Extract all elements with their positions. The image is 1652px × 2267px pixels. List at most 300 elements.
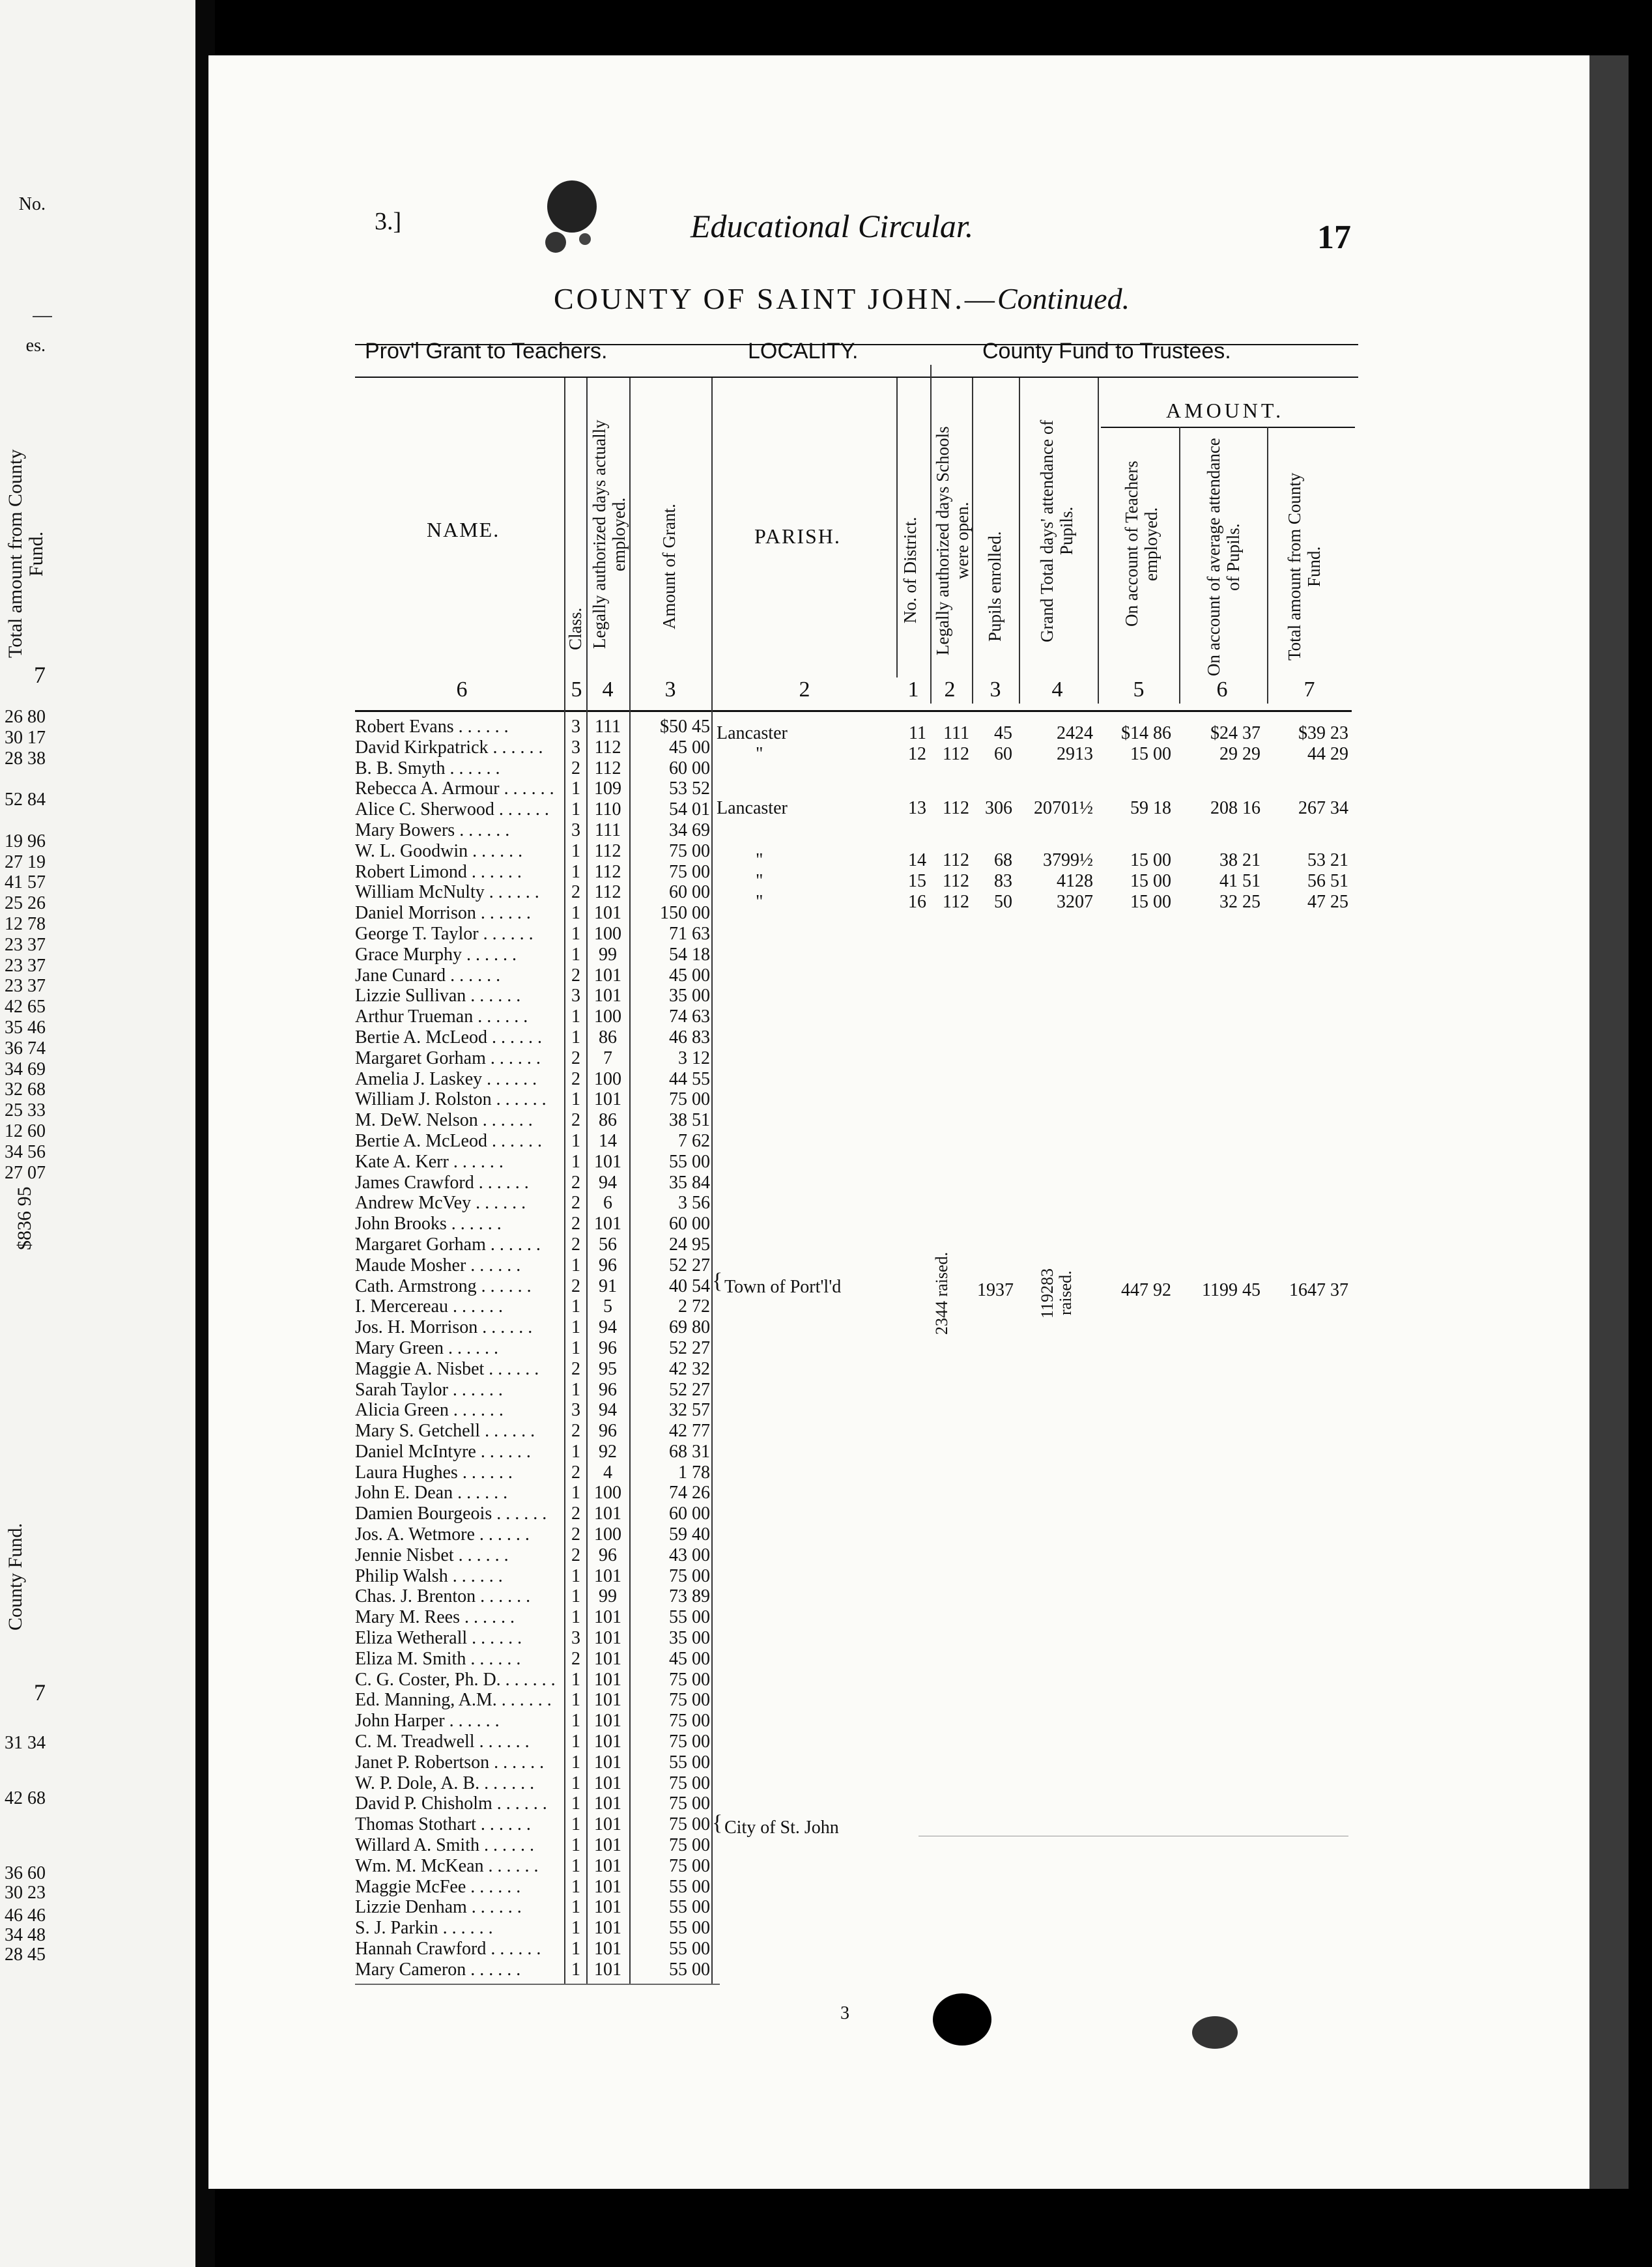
col-num: 6 xyxy=(456,677,468,702)
teacher-cls: 2 xyxy=(571,1462,580,1483)
adjacent-page-strip xyxy=(0,0,202,2267)
col-line xyxy=(1267,427,1268,704)
locality-days: 111 xyxy=(943,723,969,743)
locality-pupils: 60 xyxy=(994,744,1012,764)
teacher-days: 100 xyxy=(594,1524,621,1545)
teacher-grant: 46 83 xyxy=(669,1027,710,1048)
teacher-grant: 55 00 xyxy=(669,1607,710,1628)
teacher-name: Jennie Nisbet . . . . . . xyxy=(355,1545,509,1565)
locality-grand: 4128 xyxy=(1057,871,1093,891)
teacher-name: Alicia Green . . . . . . xyxy=(355,1400,504,1421)
teacher-days: 111 xyxy=(595,820,621,840)
teacher-grant: 60 00 xyxy=(669,1214,710,1234)
locality-total: 53 21 xyxy=(1307,850,1348,870)
teacher-name: Lizzie Sullivan . . . . . . xyxy=(355,986,521,1006)
teacher-cls: 3 xyxy=(571,986,580,1006)
teacher-grant: 75 00 xyxy=(669,1089,710,1110)
teacher-grant: 35 84 xyxy=(669,1172,710,1193)
teacher-grant: 42 77 xyxy=(669,1421,710,1442)
teacher-days: 99 xyxy=(599,944,617,965)
teacher-name: Maude Mosher . . . . . . xyxy=(355,1255,521,1276)
teacher-name: Robert Evans . . . . . . xyxy=(355,717,509,737)
teacher-cls: 3 xyxy=(571,1628,580,1649)
teacher-classes xyxy=(565,717,586,1980)
teacher-grant: 55 00 xyxy=(669,1959,710,1980)
teacher-days: 100 xyxy=(594,1068,621,1089)
locality-district: 16 xyxy=(908,892,926,912)
locality-average: 29 29 xyxy=(1219,744,1260,764)
locality-parish: " xyxy=(756,871,763,891)
strip-value: 46 46 xyxy=(5,1905,46,1926)
teacher-days: 95 xyxy=(599,1358,617,1379)
page-ref: 3.] xyxy=(375,208,402,235)
teacher-grant: 60 00 xyxy=(669,1504,710,1524)
teacher-name: Robert Limond . . . . . . xyxy=(355,861,522,882)
teacher-cls: 1 xyxy=(571,1006,580,1027)
teacher-cls: 2 xyxy=(571,758,580,778)
teacher-cls: 2 xyxy=(571,1193,580,1214)
teacher-name: Mary S. Getchell . . . . . . xyxy=(355,1421,535,1442)
strip-es-label: es. xyxy=(25,335,46,356)
rule-bottom xyxy=(355,1984,720,1985)
teacher-cls: 2 xyxy=(571,1358,580,1379)
portland-total: 1647 37 xyxy=(1289,1280,1348,1300)
col-num: 7 xyxy=(1303,677,1315,702)
teacher-cls: 1 xyxy=(571,903,580,924)
portland-pupils: 1937 xyxy=(977,1280,1014,1300)
teacher-name: Mary Bowers . . . . . . xyxy=(355,820,510,840)
teacher-name: Daniel McIntyre . . . . . . xyxy=(355,1441,531,1462)
strip-col-num-2: 7 xyxy=(34,1679,46,1705)
teacher-name: Andrew McVey . . . . . . xyxy=(355,1193,526,1214)
teacher-days: 101 xyxy=(594,1959,621,1980)
strip-value: 52 84 xyxy=(5,790,46,810)
teacher-days: 112 xyxy=(594,737,621,758)
teacher-grant: 60 00 xyxy=(669,882,710,903)
page-title: Educational Circular. xyxy=(691,208,974,244)
teacher-days: 101 xyxy=(594,1214,621,1234)
teacher-name: Philip Walsh . . . . . . xyxy=(355,1565,503,1586)
teacher-cls: 1 xyxy=(571,1565,580,1586)
locality-total: 56 51 xyxy=(1307,871,1348,891)
teacher-name: John Harper . . . . . . xyxy=(355,1711,500,1732)
teacher-name: Ed. Manning, A.M. . . . . . . xyxy=(355,1690,552,1711)
teacher-cls: 1 xyxy=(571,1483,580,1504)
strip-value: 12 78 xyxy=(5,914,46,934)
teacher-days: 101 xyxy=(594,1669,621,1690)
teacher-days: 100 xyxy=(594,1006,621,1027)
teacher-grant: 45 00 xyxy=(669,965,710,986)
locality-parish: " xyxy=(756,744,763,764)
teacher-days: 110 xyxy=(594,799,621,820)
teacher-grant: 34 69 xyxy=(669,820,710,840)
col-head-legal-days: Legally authorized days actually employed. xyxy=(590,420,629,649)
teacher-name: David Kirkpatrick . . . . . . xyxy=(355,737,543,758)
teacher-cls: 2 xyxy=(571,1504,580,1524)
teacher-name: Margaret Gorham . . . . . . xyxy=(355,1234,541,1255)
teacher-cls: 1 xyxy=(571,1607,580,1628)
teacher-name: Jos. H. Morrison . . . . . . xyxy=(355,1317,533,1338)
col-line xyxy=(711,378,713,1984)
teacher-days: 101 xyxy=(594,1793,621,1814)
teacher-name: Maggie A. Nisbet . . . . . . xyxy=(355,1358,539,1379)
teacher-cls: 1 xyxy=(571,1814,580,1835)
teacher-grant: 43 00 xyxy=(669,1545,710,1565)
parish-portland: Town of Port'l'd xyxy=(724,1277,842,1297)
portland-grand: 119283 raised. xyxy=(1038,1268,1075,1319)
teacher-days: 101 xyxy=(594,1855,621,1876)
teacher-days: 101 xyxy=(594,1648,621,1669)
teacher-grant: 55 00 xyxy=(669,1918,710,1939)
locality-days: 112 xyxy=(943,871,969,891)
teacher-name: Damien Bourgeois . . . . . . xyxy=(355,1504,547,1524)
strip-col-head-2: County Fund. xyxy=(5,1522,26,1631)
locality-teachers: $14 86 xyxy=(1121,723,1171,743)
strip-value: 27 19 xyxy=(5,851,46,872)
subtitle-continued: Continued. xyxy=(997,282,1130,315)
teacher-name: Grace Murphy . . . . . . xyxy=(355,944,517,965)
teacher-grant: 2 72 xyxy=(678,1296,710,1317)
teacher-days: 5 xyxy=(603,1296,612,1317)
teacher-cls: 1 xyxy=(571,1317,580,1338)
locality-grand: 3799½ xyxy=(1043,850,1093,870)
teacher-cls: 1 xyxy=(571,1089,580,1110)
teacher-grant: 35 00 xyxy=(669,986,710,1006)
locality-pupils: 306 xyxy=(985,798,1012,818)
locality-teachers: 15 00 xyxy=(1130,871,1171,891)
col-num: 4 xyxy=(602,677,614,702)
teacher-cls: 1 xyxy=(571,944,580,965)
locality-pupils: 83 xyxy=(994,871,1012,891)
locality-teachers: 15 00 xyxy=(1130,850,1171,870)
strip-value: 34 48 xyxy=(5,1925,46,1945)
teacher-name: Jane Cunard . . . . . . xyxy=(355,965,501,986)
strip-value: 19 96 xyxy=(5,831,46,851)
teacher-days: 101 xyxy=(594,1773,621,1793)
col-line xyxy=(896,378,898,677)
teacher-grant: 45 00 xyxy=(669,1648,710,1669)
teacher-grant: 54 18 xyxy=(669,944,710,965)
teacher-cls: 1 xyxy=(571,1130,580,1151)
col-head-days-open: Legally authorized days Schools were open. xyxy=(933,426,972,655)
teacher-cls: 2 xyxy=(571,1214,580,1234)
teacher-cls: 2 xyxy=(571,1068,580,1089)
ink-blot xyxy=(933,1993,991,2046)
teacher-grant: 150 00 xyxy=(660,903,710,924)
strip-value: 12 60 xyxy=(5,1121,46,1141)
teacher-days: 99 xyxy=(599,1586,617,1607)
teacher-days: 112 xyxy=(594,840,621,861)
teacher-grant: 55 00 xyxy=(669,1939,710,1960)
teacher-cls: 1 xyxy=(571,1793,580,1814)
ink-blot xyxy=(1192,2016,1238,2049)
teacher-grant: 75 00 xyxy=(669,861,710,882)
teacher-name: W. P. Dole, A. B. . . . . . . xyxy=(355,1773,535,1793)
col-num: 3 xyxy=(990,677,1001,702)
teacher-days: 96 xyxy=(599,1421,617,1442)
teacher-cls: 1 xyxy=(571,1876,580,1897)
teacher-days: 101 xyxy=(594,1918,621,1939)
strip-value: 32 68 xyxy=(5,1079,46,1100)
strip-value: 42 68 xyxy=(5,1788,46,1808)
teacher-name: W. L. Goodwin . . . . . . xyxy=(355,840,523,861)
group-amount: AMOUNT. xyxy=(1166,399,1285,422)
teacher-name: John E. Dean . . . . . . xyxy=(355,1483,508,1504)
teacher-cls: 1 xyxy=(571,1918,580,1939)
locality-total: 267 34 xyxy=(1298,798,1348,818)
teacher-cls: 3 xyxy=(571,1400,580,1421)
footer-mark: 3 xyxy=(840,2003,849,2023)
locality-grand: 2424 xyxy=(1057,723,1093,743)
col-head-teachers: On account of Teachers employed. xyxy=(1122,461,1161,627)
locality-teachers: 15 00 xyxy=(1130,892,1171,912)
teacher-grant: 45 00 xyxy=(669,737,710,758)
teacher-days: 86 xyxy=(599,1027,617,1048)
teacher-name: Bertie A. McLeod . . . . . . xyxy=(355,1130,542,1151)
col-line xyxy=(1019,378,1020,704)
teacher-name: Margaret Gorham . . . . . . xyxy=(355,1048,541,1068)
strip-value: 25 33 xyxy=(5,1100,46,1121)
teacher-days: 100 xyxy=(594,923,621,944)
teacher-cls: 1 xyxy=(571,1732,580,1752)
col-num: 4 xyxy=(1051,677,1063,702)
strip-value: 41 57 xyxy=(5,872,46,893)
locality-grand: 2913 xyxy=(1057,744,1093,764)
teacher-grant: 55 00 xyxy=(669,1752,710,1773)
teacher-days: 101 xyxy=(594,1565,621,1586)
teacher-grant: 75 00 xyxy=(669,1835,710,1856)
teacher-name: Rebecca A. Armour . . . . . . xyxy=(355,778,554,799)
portland-teachers: 447 92 xyxy=(1121,1280,1171,1300)
teacher-name: Mary Green . . . . . . xyxy=(355,1337,499,1358)
col-num: 6 xyxy=(1216,677,1228,702)
locality-grand: 3207 xyxy=(1057,892,1093,912)
col-head-amount-grant: Amount of Grant. xyxy=(659,504,679,630)
teacher-grant: 68 31 xyxy=(669,1441,710,1462)
teacher-days: 101 xyxy=(594,1897,621,1918)
group-locality: LOCALITY. xyxy=(748,339,859,364)
teacher-grant: 74 63 xyxy=(669,1006,710,1027)
teacher-grant: 40 54 xyxy=(669,1276,710,1296)
strip-value: 25 26 xyxy=(5,893,46,914)
teacher-name: C. G. Coster, Ph. D. . . . . . . xyxy=(355,1669,556,1690)
teacher-name: George T. Taylor . . . . . . xyxy=(355,923,534,944)
teacher-grant: 55 00 xyxy=(669,1876,710,1897)
teacher-name: Mary Cameron . . . . . . xyxy=(355,1959,521,1980)
strip-value: 28 38 xyxy=(5,748,46,769)
teacher-cls: 2 xyxy=(571,1421,580,1442)
col-head-total-from: Total amount from County Fund. xyxy=(1285,472,1324,661)
teacher-cls: 1 xyxy=(571,1337,580,1358)
teacher-name: Willard A. Smith . . . . . . xyxy=(355,1835,534,1856)
teacher-name: Lizzie Denham . . . . . . xyxy=(355,1897,522,1918)
locality-district: 15 xyxy=(908,871,926,891)
strip-col-num: 7 xyxy=(34,662,46,688)
teacher-cls: 1 xyxy=(571,1669,580,1690)
strip-value: 34 69 xyxy=(5,1059,46,1079)
teacher-cls: 1 xyxy=(571,1959,580,1980)
teacher-days: 101 xyxy=(594,1835,621,1856)
teacher-grant: 75 00 xyxy=(669,840,710,861)
col-line xyxy=(1098,378,1099,704)
brace: { xyxy=(712,1269,723,1293)
teacher-days: 101 xyxy=(594,1607,621,1628)
teacher-days: 56 xyxy=(599,1234,617,1255)
teacher-cls: 1 xyxy=(571,1151,580,1172)
teacher-cls: 1 xyxy=(571,861,580,882)
teacher-days: 96 xyxy=(599,1255,617,1276)
teacher-days: 101 xyxy=(594,1752,621,1773)
teacher-name: Mary M. Rees . . . . . . xyxy=(355,1607,515,1628)
strip-value: 36 74 xyxy=(5,1038,46,1059)
teacher-name: S. J. Parkin . . . . . . xyxy=(355,1918,493,1939)
teacher-cls: 2 xyxy=(571,1110,580,1131)
teacher-cls: 2 xyxy=(571,1648,580,1669)
strip-value: 23 37 xyxy=(5,955,46,976)
teacher-days xyxy=(588,717,628,1980)
teacher-cls: 3 xyxy=(571,820,580,840)
subtitle-main: COUNTY OF SAINT JOHN.— xyxy=(554,282,997,315)
teacher-name: Jos. A. Wetmore . . . . . . xyxy=(355,1524,530,1545)
strip-sum: $836 95 xyxy=(14,1186,35,1250)
teacher-grant: 3 12 xyxy=(678,1048,710,1068)
teacher-days: 112 xyxy=(594,882,621,903)
teacher-days: 96 xyxy=(599,1379,617,1400)
teacher-grant: 52 27 xyxy=(669,1337,710,1358)
locality-pupils: 50 xyxy=(994,892,1012,912)
col-num: 2 xyxy=(799,677,810,702)
teacher-name: Cath. Armstrong . . . . . . xyxy=(355,1276,532,1296)
teacher-name: Maggie McFee . . . . . . xyxy=(355,1876,521,1897)
teacher-cls: 1 xyxy=(571,1897,580,1918)
teacher-days: 101 xyxy=(594,1690,621,1711)
locality-parish: " xyxy=(756,892,763,912)
teacher-grant: 75 00 xyxy=(669,1773,710,1793)
teacher-name: Alice C. Sherwood . . . . . . xyxy=(355,799,549,820)
teacher-days: 94 xyxy=(599,1172,617,1193)
col-line xyxy=(972,378,973,704)
locality-district: 14 xyxy=(908,850,926,870)
teacher-name: Chas. J. Brenton . . . . . . xyxy=(355,1586,531,1607)
teacher-days: 7 xyxy=(603,1048,612,1068)
teacher-name: Janet P. Robertson . . . . . . xyxy=(355,1752,545,1773)
teacher-grant: 42 32 xyxy=(669,1358,710,1379)
page-edge-shadow xyxy=(1589,55,1629,2189)
teacher-grant: 71 63 xyxy=(669,923,710,944)
strip-value: 26 80 xyxy=(5,707,46,727)
page-subtitle xyxy=(554,281,1130,316)
teacher-days: 111 xyxy=(595,717,621,737)
teacher-cls: 1 xyxy=(571,1586,580,1607)
teacher-days: 109 xyxy=(594,778,621,799)
teacher-days: 101 xyxy=(594,1504,621,1524)
teacher-days: 101 xyxy=(594,1628,621,1649)
col-num: 5 xyxy=(571,677,582,702)
strip-value: 30 17 xyxy=(5,727,46,748)
teacher-grant: 54 01 xyxy=(669,799,710,820)
teacher-cls: 2 xyxy=(571,1172,580,1193)
locality-parish: Lancaster xyxy=(717,723,788,743)
teacher-cls: 3 xyxy=(571,717,580,737)
teacher-cls: 1 xyxy=(571,1379,580,1400)
locality-days: 112 xyxy=(943,798,969,818)
teacher-grant: 52 27 xyxy=(669,1255,710,1276)
teacher-cls: 1 xyxy=(571,1855,580,1876)
teacher-grant: 59 40 xyxy=(669,1524,710,1545)
strip-col-head: Total amount from County Fund. xyxy=(5,449,47,659)
locality-teachers: 15 00 xyxy=(1130,744,1171,764)
teacher-days: 4 xyxy=(603,1462,612,1483)
locality-days: 112 xyxy=(943,850,969,870)
teacher-days: 96 xyxy=(599,1545,617,1565)
teacher-name: William J. Rolston . . . . . . xyxy=(355,1089,547,1110)
teacher-name: John Brooks . . . . . . xyxy=(355,1214,502,1234)
teacher-cls: 2 xyxy=(571,965,580,986)
strip-value: 34 56 xyxy=(5,1141,46,1162)
col-num: 1 xyxy=(907,677,919,702)
teacher-cls: 1 xyxy=(571,1773,580,1793)
teacher-days: 101 xyxy=(594,965,621,986)
strip-rule xyxy=(33,316,52,317)
teacher-grant: $50 45 xyxy=(660,717,710,737)
group-prov-grant: Prov'l Grant to Teachers. xyxy=(365,339,608,364)
teacher-cls: 1 xyxy=(571,1835,580,1856)
col-line xyxy=(1179,427,1180,704)
locality-pupils: 68 xyxy=(994,850,1012,870)
locality-average: 32 25 xyxy=(1219,892,1260,912)
col-num: 2 xyxy=(944,677,956,702)
teacher-name: Eliza Wetherall . . . . . . xyxy=(355,1628,522,1649)
strip-value: 23 37 xyxy=(5,934,46,955)
col-head-class: Class. xyxy=(565,607,585,650)
teacher-grant: 60 00 xyxy=(669,758,710,778)
page-number: 17 xyxy=(1317,219,1351,256)
teacher-cls: 2 xyxy=(571,882,580,903)
locality-average: 41 51 xyxy=(1219,871,1260,891)
teacher-grants xyxy=(631,717,710,1980)
teacher-grant: 38 51 xyxy=(669,1110,710,1131)
col-head-average: On account of average attendance of Pupils. xyxy=(1204,438,1243,676)
teacher-grant: 75 00 xyxy=(669,1793,710,1814)
teacher-days: 94 xyxy=(599,1400,617,1421)
teacher-days: 91 xyxy=(599,1276,617,1296)
teacher-name: Amelia J. Laskey . . . . . . xyxy=(355,1068,537,1089)
locality-total: 47 25 xyxy=(1307,892,1348,912)
teacher-grant: 75 00 xyxy=(669,1711,710,1732)
portland-days: 2344 raised. xyxy=(932,1251,951,1335)
locality-pupils: 45 xyxy=(994,723,1012,743)
teacher-days: 100 xyxy=(594,1483,621,1504)
teacher-grant: 75 00 xyxy=(669,1855,710,1876)
teacher-days: 101 xyxy=(594,1089,621,1110)
teacher-cls: 1 xyxy=(571,1939,580,1960)
rule-amount xyxy=(1101,427,1355,428)
teacher-cls: 1 xyxy=(571,778,580,799)
teacher-grant: 3 56 xyxy=(678,1193,710,1214)
teacher-names xyxy=(355,717,563,1980)
col-head-district: No. of District. xyxy=(900,517,920,623)
teacher-cls: 1 xyxy=(571,1027,580,1048)
col-line xyxy=(930,365,932,704)
teacher-grant: 69 80 xyxy=(669,1317,710,1338)
teacher-cls: 1 xyxy=(571,799,580,820)
strip-value: 28 45 xyxy=(5,1945,46,1965)
teacher-grant: 75 00 xyxy=(669,1669,710,1690)
locality-teachers: 59 18 xyxy=(1130,798,1171,818)
teacher-grant: 52 27 xyxy=(669,1379,710,1400)
teacher-days: 101 xyxy=(594,1151,621,1172)
teacher-cls: 2 xyxy=(571,1048,580,1068)
